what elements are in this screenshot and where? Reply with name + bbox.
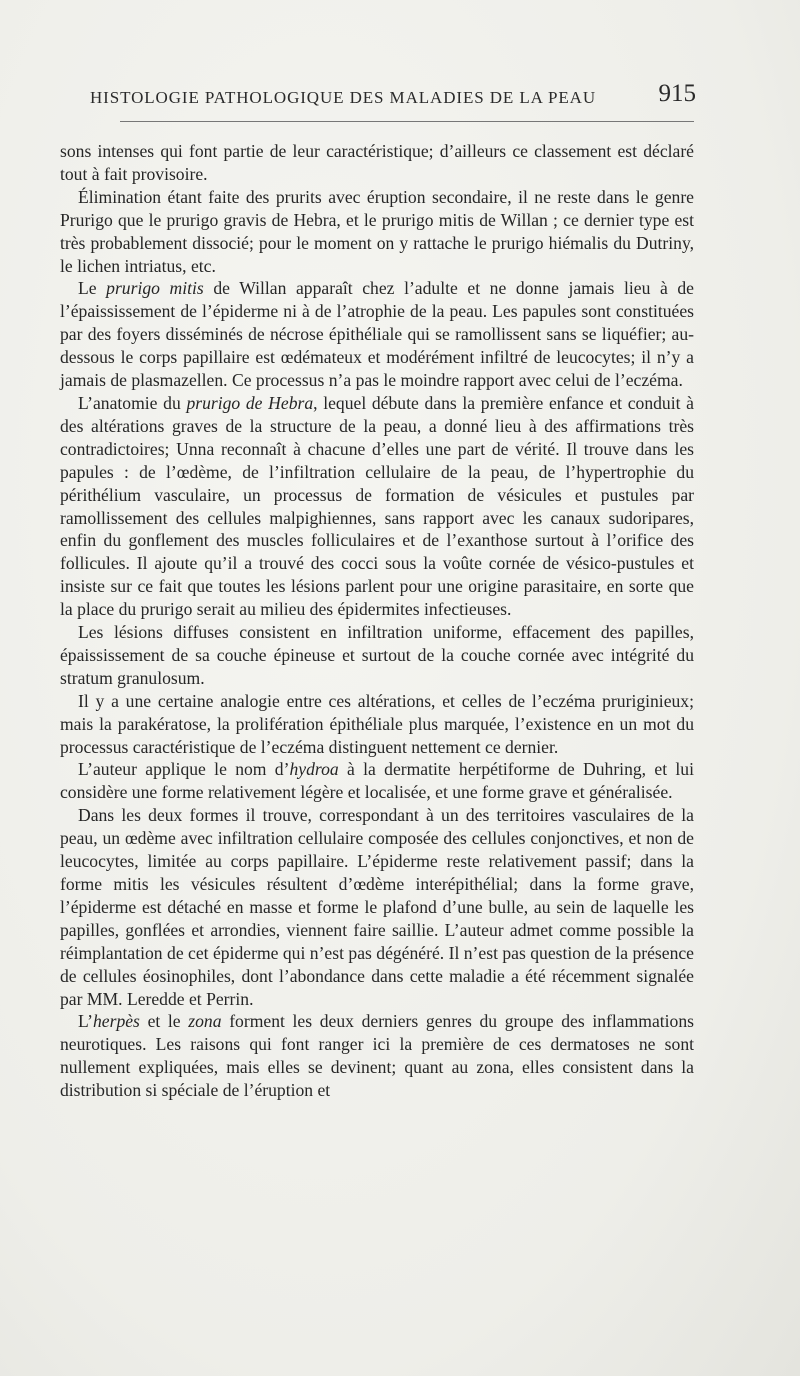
paragraph-5: Les lésions diffuses consistent en infiltration uniforme, effacement des papilles, épaississement de sa couche épineuse et surtout de la couche cornée avec intégrité du stratum granulosum. [60,622,694,688]
paragraph-7: L’auteur applique le nom d’hydroa à la dermatite herpétiforme de Duhring, et lui considère une forme relativement légère et localisée, et une forme grave et généralisée. [60,759,694,803]
header-rule [120,121,694,122]
running-title: HISTOLOGIE PATHOLOGIQUE DES MALADIES DE LA PEAU [90,88,597,107]
paragraph-1: sons intenses qui font partie de leur caractéristique; d’ailleurs ce classement est déclaré tout à fait provisoire. [60,141,694,184]
paragraph-8: Dans les deux formes il trouve, correspondant à un des territoires vasculaires de la peau, un œdème avec infiltration cellulaire composée des cellules conjonctives, et non de leucocytes, limitée au corps papillaire. L’épiderme reste relativement passif; dans la forme mitis les vésicules résultent d’œdème interépithélial; dans la forme grave, l’épiderme est détaché en masse et forme le plafond d’une bulle, au sein de laquelle les papilles, gonflées et arrondies, viennent faire saillie. L’auteur admet comme possible la réimplantation de cet épiderme qui n’est pas dégénéré. Il n’est pas question de la présence de cellules éosinophiles, dont l’abondance dans cette maladie a été récemment signalée par MM. Leredde et Perrin. [60,805,694,1009]
term-hydroa: hydroa [289,759,339,780]
page-number: 915 [658,80,696,107]
paragraph-9: L’herpès et le zona forment les deux derniers genres du groupe des inflammations neurotiques. Les raisons qui font ranger ici la première de ces dermatoses ne sont nullement expliquées, mais elles se devinent; quant au zona, elles consistent dans la distribution si spéciale de l’éruption et [60,1011,694,1101]
term-prurigo-mitis: prurigo mitis [106,278,204,299]
term-zona: zona [188,1011,222,1032]
running-header [90,78,696,110]
paragraph-4: L’anatomie du prurigo de Hebra, lequel débute dans la première enfance et conduit à des altérations graves de la structure de la peau, a donné lieu à des affirmations très contradictoires; Unna reconnaît à chacune d’elles une part de vérité. Il trouve dans les papules : de l’œdème, de l’infiltration cellulaire de la peau, de l’hypertrophie du périthélium vasculaire, un processus de formation de vésicules et pustules par ramollissement des cellules malpighiennes, sans rapport avec les canaux sudoripares, enfin du gonflement des muscles folliculaires et de l’exanthose surtout à l’orifice des follicules. Il ajoute qu’il a trouvé des cocci sous la voûte cornée de vésico-pustules et insiste sur ce fait que toutes les lésions parlent pour une origine parasitaire, en sorte que la place du prurigo serait au milieu des épidermites infectieuses. [60,392,694,620]
body-text [60,140,694,1102]
paragraph-2: Élimination étant faite des prurits avec éruption secondaire, il ne reste dans le genre Prurigo que le prurigo gravis de Hebra, et le prurigo mitis de Willan ; ce dernier type est très probablement dissocié; pour le moment on y rattache le prurigo hiémalis du Dutriny, le lichen intriatus, etc. [60,186,694,276]
paragraph-6: Il y a une certaine analogie entre ces altérations, et celles de l’eczéma pruriginieux; mais la parakératose, la prolifération épithéliale plus marquée, l’existence en un mot du processus caractéristique de l’eczéma distinguent nettement ce dernier. [60,690,694,757]
term-herpes: herpès [93,1011,140,1032]
term-prurigo-de-hebra: prurigo de Hebra [186,392,314,413]
paragraph-3: Le prurigo mitis de Willan apparaît chez l’adulte et ne donne jamais lieu à de l’épaississement de l’épiderme ni à de l’atrophie de la peau. Les papules sont constituées par des foyers disséminés de nécrose épithéliale qui se ramollissent sans se liquéfier; au-dessous le corps papillaire est œdémateux et modérément infiltré de leucocytes; il n’y a jamais de plasmazellen. Ce processus n’a pas le moindre rapport avec celui de l’eczéma. [60,278,694,391]
